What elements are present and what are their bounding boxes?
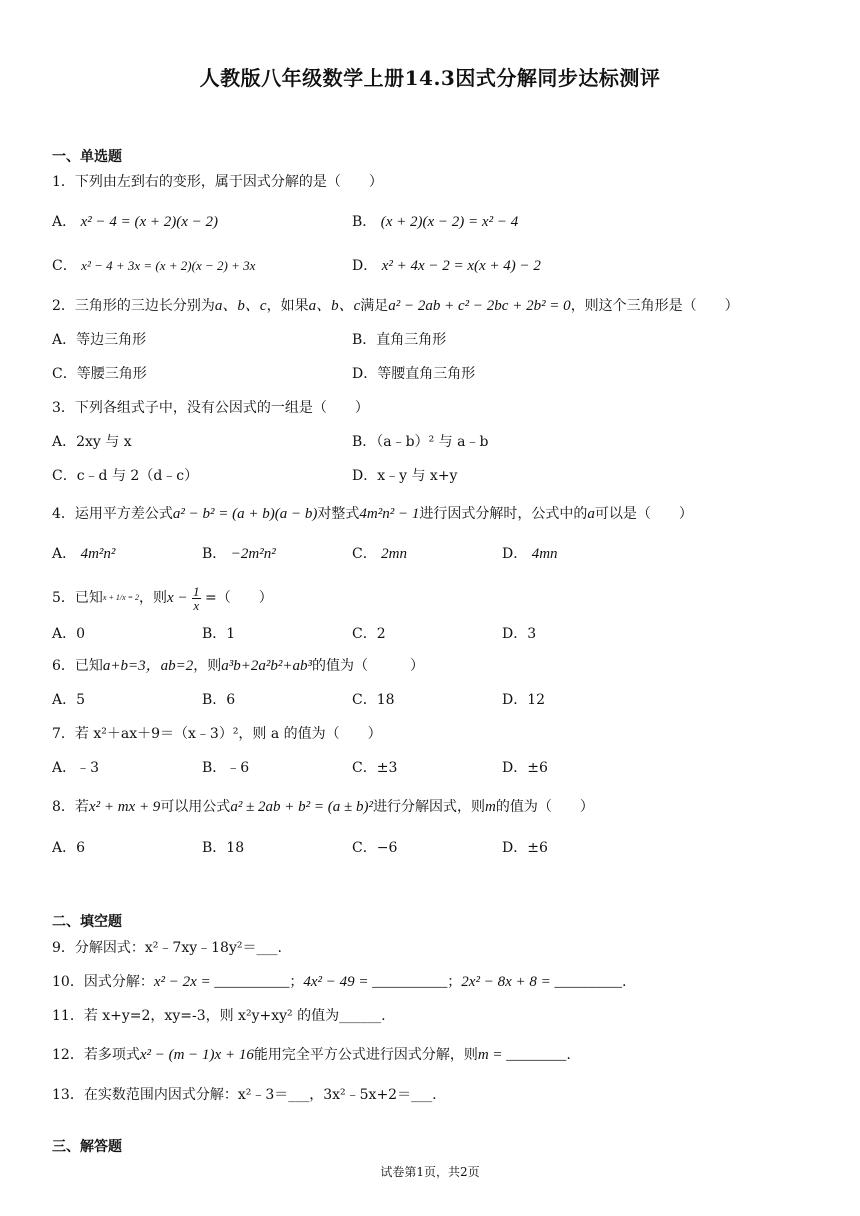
question-4-option-b[interactable] [202, 544, 276, 564]
stem-text: ，则 [193, 658, 222, 674]
page-title: 人教版八年级数学上册14.3因式分解同步达标测评 [199, 66, 661, 90]
stem-small-expression: x + 1/x = 2 [102, 593, 140, 602]
stem-text: 可以是（ ） [594, 506, 693, 522]
page-footer: 试卷第1页，共2页 [380, 1165, 480, 1179]
stem-expression: a² − 2ab + c² − 2bc + 2b² = 0 [388, 298, 571, 314]
question-3-option-c[interactable]: C．c﹣d 与 2（d﹣c） [52, 468, 199, 484]
question-8-option-b[interactable]: B．18 [202, 840, 245, 856]
stem-variables: a、b、c [214, 298, 267, 314]
option-expression: −2m²n² [230, 546, 276, 562]
question-5-option-d[interactable]: D．3 [502, 626, 537, 642]
stem-text: 的值为（ ） [495, 799, 594, 815]
stem-expression: a³b+2a²b²+ab³ [221, 658, 313, 674]
blank-expression-1[interactable]: x² − 2x = __________ [153, 974, 290, 990]
question-7-option-b[interactable]: B．﹣6 [202, 760, 250, 776]
question-8-option-d[interactable]: D．±6 [502, 840, 548, 856]
question-7-option-c[interactable]: C．±3 [352, 760, 398, 776]
question-6-option-c[interactable]: C．18 [352, 692, 395, 708]
stem-variables: a、b、c [308, 298, 361, 314]
question-7-option-a[interactable]: A．﹣3 [52, 760, 100, 776]
question-1-option-a[interactable] [52, 212, 218, 232]
option-label: D． [502, 546, 528, 562]
section-heading-fill-in: 二、填空题 [52, 914, 122, 930]
question-5-option-c[interactable]: C．2 [352, 626, 386, 642]
stem-text: ，如果 [266, 298, 309, 314]
stem-text: 对整式 [317, 506, 360, 522]
stem-expression: x − [167, 590, 188, 606]
stem-text: 可以用公式 [160, 799, 231, 815]
question-3-option-b[interactable]: B．（a﹣b）² 与 a﹣b [352, 434, 489, 450]
option-label: C． [352, 546, 377, 562]
question-2-option-a[interactable]: A．等边三角形 [52, 332, 147, 348]
stem-text: =（ ） [204, 590, 273, 606]
stem-formula: a² ± 2ab + b² = (a ± b)² [230, 799, 374, 815]
question-11: 11．若 x+y=2，xy=-3，则 x²y+xy² 的值为______. [52, 1008, 386, 1024]
blank-expression-3[interactable]: 2x² − 8x + 8 = _________ [461, 974, 622, 990]
option-label: A． [52, 214, 77, 230]
question-1-stem: 1．下列由左到右的变形，属于因式分解的是（ ） [52, 174, 383, 190]
question-1-option-c[interactable] [52, 256, 255, 276]
separator: ； [289, 974, 304, 990]
question-2-option-d[interactable]: D．等腰直角三角形 [352, 366, 476, 382]
stem-variable: a [587, 506, 595, 522]
fraction-denominator: x [193, 597, 200, 613]
stem-text: 满足 [360, 298, 389, 314]
question-5-option-a[interactable]: A．0 [52, 626, 86, 642]
question-6-stem [52, 656, 424, 676]
end-mark: . [566, 1047, 571, 1063]
question-9: 9．分解因式：x²﹣7xy﹣18y²＝___. [52, 940, 282, 956]
option-label: D． [352, 258, 378, 274]
option-label: B． [352, 214, 377, 230]
option-expression: 4m²n² [80, 546, 116, 562]
question-7-stem: 7．若 x²＋ax＋9＝（x﹣3）²，则 a 的值为（ ） [52, 726, 382, 742]
question-12 [52, 1045, 571, 1065]
question-8-stem [52, 797, 594, 817]
question-8-option-a[interactable]: A．6 [52, 840, 86, 856]
option-expression: (x + 2)(x − 2) = x² − 4 [380, 214, 519, 230]
stem-text: 6．已知 [52, 658, 103, 674]
question-5-option-b[interactable]: B．1 [202, 626, 236, 642]
option-expression: x² − 4 + 3x = (x + 2)(x − 2) + 3x [81, 258, 256, 273]
question-4-option-d[interactable] [502, 544, 558, 564]
question-2-option-c[interactable]: C．等腰三角形 [52, 366, 147, 382]
question-6-option-d[interactable]: D．12 [502, 692, 546, 708]
question-4-option-a[interactable] [52, 544, 115, 564]
question-4-option-c[interactable] [352, 544, 407, 564]
question-2-stem [52, 296, 739, 316]
stem-text: 4．运用平方差公式 [52, 506, 173, 522]
stem-expression: 4m²n² − 1 [359, 506, 420, 522]
stem-formula: a² − b² = (a + b)(a − b) [172, 506, 318, 522]
separator: ； [447, 974, 462, 990]
stem-text: 进行因式分解时，公式中的 [419, 506, 588, 522]
stem-text: ，则这个三角形是（ ） [570, 298, 739, 314]
option-label: A． [52, 546, 77, 562]
question-5-stem [52, 582, 273, 614]
section-heading-solutions: 三、解答题 [52, 1139, 122, 1155]
option-expression: 4mn [531, 546, 558, 562]
stem-text: 2．三角形的三边长分别为 [52, 298, 215, 314]
question-1-option-d[interactable] [352, 256, 541, 276]
stem-text: 的值为（ ） [312, 658, 425, 674]
question-6-option-a[interactable]: A．5 [52, 692, 86, 708]
question-2-option-b[interactable]: B．直角三角形 [352, 332, 447, 348]
stem-condition: a+b=3，ab=2 [102, 658, 194, 674]
question-6-option-b[interactable]: B．6 [202, 692, 236, 708]
answer-blank[interactable]: m = ________ [477, 1047, 567, 1063]
end-mark: . [621, 974, 627, 990]
option-expression: x² − 4 = (x + 2)(x − 2) [80, 214, 219, 230]
stem-variable: m [485, 799, 496, 815]
fraction-numerator: 1 [193, 583, 200, 599]
question-8-option-c[interactable]: C．−6 [352, 840, 398, 856]
question-1-option-b[interactable] [352, 212, 518, 232]
question-3-option-d[interactable]: D．x﹣y 与 x+y [352, 468, 458, 484]
stem-text: 12．若多项式 [52, 1047, 140, 1063]
question-3-stem: 3．下列各组式子中，没有公因式的一组是（ ） [52, 400, 369, 416]
option-label: C． [52, 258, 77, 274]
fraction [192, 585, 201, 612]
section-heading-single-choice: 一、单选题 [52, 149, 122, 165]
question-13: 13．在实数范围内因式分解：x²﹣3＝___，3x²﹣5x+2＝___. [52, 1087, 437, 1103]
question-7-option-d[interactable]: D．±6 [502, 760, 548, 776]
option-expression: 2mn [381, 546, 408, 562]
stem-expression: x² + mx + 9 [88, 799, 161, 815]
stem-text: 8．若 [52, 799, 89, 815]
blank-expression-2[interactable]: 4x² − 49 = __________ [303, 974, 448, 990]
question-3-option-a[interactable]: A．2xy 与 x [52, 434, 132, 450]
stem-text: 10．因式分解： [52, 974, 154, 990]
stem-expression: x² − (m − 1)x + 16 [139, 1047, 254, 1063]
question-4-stem [52, 504, 693, 524]
option-label: B． [202, 546, 227, 562]
stem-text: 能用完全平方公式进行因式分解，则 [253, 1047, 478, 1063]
option-expression: x² + 4x − 2 = x(x + 4) − 2 [381, 258, 541, 274]
question-10 [52, 972, 626, 992]
stem-text: 进行分解因式，则 [373, 799, 486, 815]
stem-text: 5．已知 [52, 590, 103, 606]
stem-text: ，则 [139, 590, 168, 606]
